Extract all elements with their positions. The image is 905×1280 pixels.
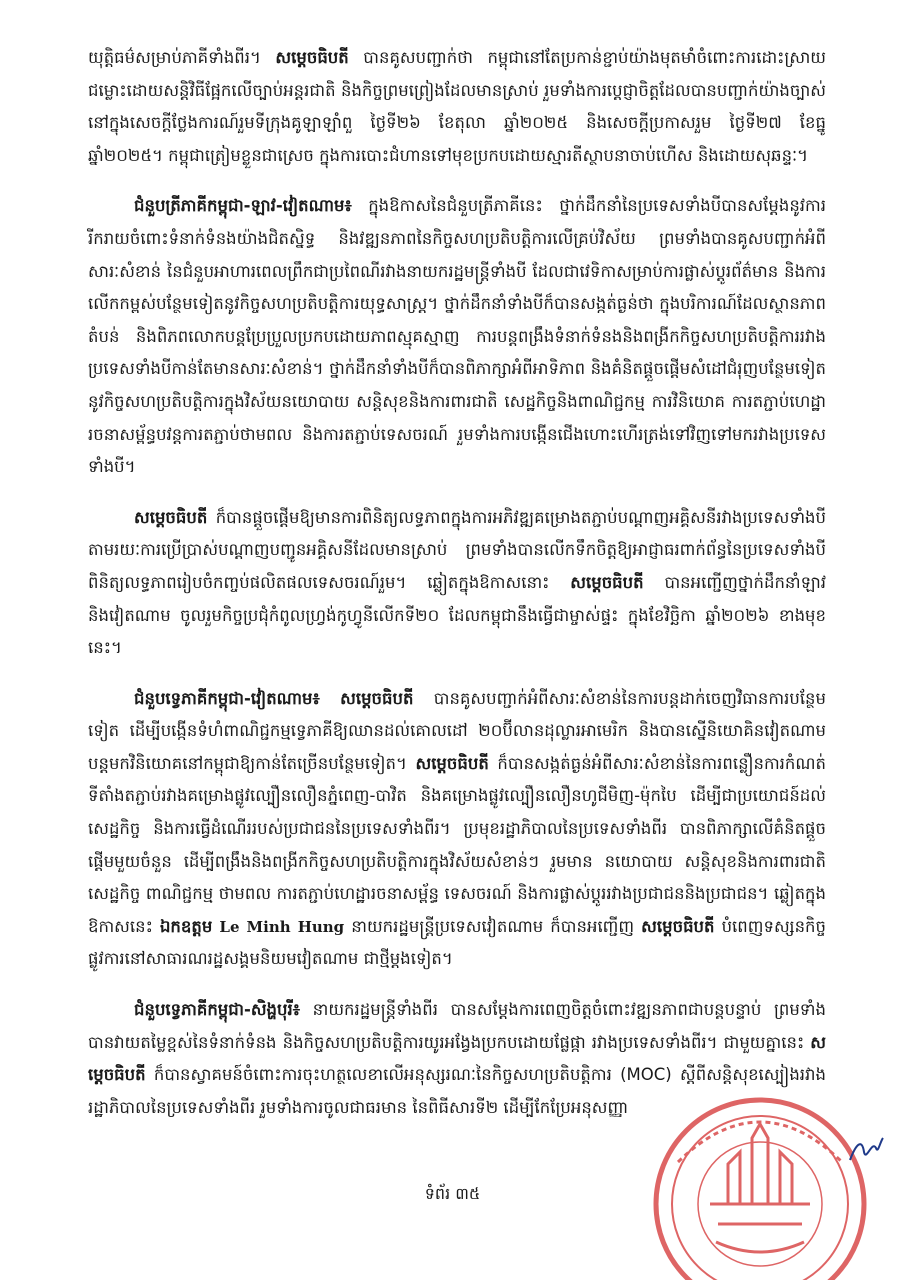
paragraph-bilateral-vietnam	[88, 683, 826, 976]
text-run: ក៏បានសង្កត់ធ្ងន់អំពីសារៈសំខាន់នៃការពន្លឿនការកំណត់ទីតាំងតភ្ជាប់រវាងគម្រោងផ្លូវល្បឿនលឿនភ្នំពេញ-បាវិត និងគម្រោងផ្លូវល្បឿនលឿនហូជីមិញ-ម៉ុកបៃ ដើម្បីជាប្រយោជន៍ដល់សេដ្ឋកិច្ច និងការធ្វើដំណើររបស់ប្រជាជននៃប្រទេសទាំងពីរ។ ប្រមុខរដ្ឋាភិបាលនៃប្រទេសទាំងពីរ បានពិភាក្សាលើគំនិតផ្តួចផ្តើមមួយចំនួន ដើម្បីពង្រឹងនិងពង្រីកកិច្ចសហប្រតិបត្តិការក្នុងវិស័យសំខាន់ៗ រួមមាន នយោបាយ សន្តិសុខនិងការពារជាតិ សេដ្ឋកិច្ច ពាណិជ្ជកម្ម ថាមពល ការតភ្ជាប់ហេដ្ឋារចនាសម្ព័ន្ធ ទេសចរណ៍ និងការផ្លាស់ប្តូររវាងប្រជាជននិងប្រជាជន។ ឆ្លៀតក្នុងឱកាសនេះ	[88, 753, 826, 936]
section-heading-trilateral: ជំនួបត្រីភាគីកម្ពុជា-ឡាវ-វៀតណាម៖	[134, 196, 352, 216]
text-run: បានគូសបញ្ជាក់ថា កម្ពុជានៅតែប្រកាន់ខ្ជាប់យ៉ាងមុតមាំចំពោះការដោះស្រាយជម្លោះដោយសន្តិវិធីផ្អែកលើច្បាប់អន្តរជាតិ និងកិច្ចព្រមព្រៀងដែលមានស្រាប់ រួមទាំងការប្តេជ្ញាចិត្តដែលបានបញ្ជាក់យ៉ាងច្បាស់នៅក្នុងសេចក្តីថ្លែងការណ៍រួមទីក្រុងគូឡាឡាំពួ ថ្ងៃទី២៦ ខែតុលា ឆ្នាំ២០២៥ និងសេចក្តីប្រកាសរួម ថ្ងៃទី២៧ ខែធ្នូ ឆ្នាំ២០២៥។ កម្ពុជាត្រៀមខ្លួនជាស្រេច ក្នុងការបោះជំហានទៅមុខប្រកបដោយស្មារតីស្ថាបនាចាប់ហើស និងដោយសុឆន្ទៈ។	[88, 48, 826, 165]
document-body	[88, 42, 826, 1142]
handwritten-signature	[846, 1134, 886, 1168]
paragraph-electricity-tourism	[88, 502, 826, 665]
paragraph-trilateral	[88, 190, 826, 483]
bold-title-samdech: សម្តេចធិបតី	[275, 48, 349, 67]
text-run: ក៏បានផ្តួចផ្តើមឱ្យមានការពិនិត្យលទ្ធភាពក្នុងការអភិវឌ្ឍគម្រោងតភ្ជាប់បណ្តាញអគ្គិសនីរវាងប្រទេសទាំងបី តាមរយៈការប្រើប្រាស់បណ្តាញបញ្ជូនអគ្គិសនីដែលមានស្រាប់ ព្រមទាំងបានលើកទឹកចិត្តឱ្យអាជ្ញាធរពាក់ព័ន្ធនៃប្រទេសទាំងបី ពិនិត្យលទ្ធភាពរៀបចំកញ្ចប់ផលិតផលទេសចរណ៍រួម។ ឆ្លៀតក្នុងឱកាសនោះ	[88, 507, 826, 592]
paragraph-justice	[88, 42, 826, 172]
text-run: បានអញ្ជើញថ្នាក់ដឹកនាំឡាវ និងវៀតណាម ចូលរួមកិច្ចប្រជុំកំពូលហ្វ្រង់កូហ្វូនីលើកទី២០ ដែលកម្ពុជានឹងធ្វើជាម្ចាស់ផ្ទះ ក្នុងខែវិច្ឆិកា ឆ្នាំ២០២៦ ខាងមុខនេះ។	[88, 572, 827, 658]
text-run	[320, 689, 340, 708]
bold-title-samdech: សម្តេចធិបតី	[134, 507, 208, 527]
text-run: បំពេញទស្សនកិច្ចផ្លូវការនៅសាធារណរដ្ឋសង្គមនិយមវៀតណាម ជាថ្មីម្តងទៀត។	[88, 916, 826, 969]
text-run: នាយករដ្ឋមន្ត្រីប្រទេសវៀតណាម ក៏បានអញ្ជើញ	[344, 916, 642, 936]
page-number: ទំព័រ ៣៥	[424, 1184, 481, 1203]
section-heading-bilateral-singapore: ជំនួបទ្វេភាគីកម្ពុជា-សិង្ហបុរី៖	[134, 1000, 300, 1020]
bold-title-samdech: សម្តេចធិបតី	[570, 572, 644, 592]
text-run: ក៏បានស្វាគមន៍ចំពោះការចុះហត្ថលេខាលើអនុស្សរណៈនៃកិច្ចសហប្រតិបត្តិការ (MOC) ស្តីពីសន្តិសុខស្បៀងរវាងរដ្ឋាភិបាលនៃប្រទេសទាំងពីរ រួមទាំងការចូលជាធរមាន នៃពិធីសារទី២ ដើម្បីកែប្រែអនុសញ្ញា	[88, 1065, 826, 1117]
text-run: បានគូសបញ្ជាក់អំពីសារៈសំខាន់នៃការបន្តដាក់ចេញវិធានការបន្ថែមទៀត ដើម្បីបង្កើនទំហំពាណិជ្ជកម្មទ្វេភាគីឱ្យឈានដល់គោលដៅ ២០ប៊ីលានដុល្លារអាមេរិក និងបានស្នើនិយោគិនវៀតណាមបន្តមកវិនិយោគនៅកម្ពុជាឱ្យកាន់តែច្រើនបន្ថែមទៀត។	[88, 688, 827, 773]
bold-title-samdech: សម្តេចធិបតី	[415, 753, 489, 773]
person-name-le-minh-hung: Le Minh Hung	[219, 917, 345, 936]
bold-title-samdech: សម្តេចធិបតី	[641, 916, 715, 936]
text-run: ក្នុងឱកាសនៃជំនួបត្រីភាគីនេះ ថ្នាក់ដឹកនាំនៃប្រទេសទាំងបីបានសម្តែងនូវការរីករាយចំពោះទំនាក់ទំនងយ៉ាងជិតស្និទ្ធ និងវឌ្ឍនភាពនៃកិច្ចសហប្រតិបត្តិការលើគ្រប់វិស័យ ព្រមទាំងបានគូសបញ្ជាក់អំពីសារៈសំខាន់ នៃជំនួបអាហារពេលព្រឹកជាប្រពៃណីរវាងនាយករដ្ឋមន្ត្រីទាំងបី ដែលជាវេទិកាសម្រាប់ការផ្លាស់ប្តូរព័ត៌មាន និងការលើកកម្ពស់បន្ថែមទៀតនូវកិច្ចសហប្រតិបត្តិការយុទ្ធសាស្ត្រ។ ថ្នាក់ដឹកនាំទាំងបីក៏បានសង្កត់ធ្ងន់ថា ក្នុងបរិការណ៍ដែលស្ថានភាពតំបន់ និងពិភពលោកបន្តប្រែប្រួលប្រកបដោយភាពស្មុគស្មាញ ការបន្តពង្រឹងទំនាក់ទំនងនិងពង្រីកកិច្ចសហប្រតិបត្តិការរវាងប្រទេសទាំងបីកាន់តែមានសារៈសំខាន់។ ថ្នាក់ដឹកនាំទាំងបីក៏បានពិភាក្សាអំពីអាទិភាព និងគំនិតផ្តួចផ្តើមសំដៅជំរុញបន្ថែមទៀតនូវកិច្ចសហប្រតិបត្តិការក្នុងវិស័យនយោបាយ សន្តិសុខនិងការពារជាតិ សេដ្ឋកិច្ចនិងពាណិជ្ជកម្ម ការវិនិយោគ ការតភ្ជាប់ហេដ្ឋារចនាសម្ព័ន្ធបវន្តការតភ្ជាប់ថាមពល និងការតភ្ជាប់ទេសចរណ៍ រួមទាំងការបង្កើនជើងហោះហើរត្រង់ទៅវិញទៅមករវាងប្រទេសទាំងបី។	[88, 196, 826, 477]
bold-title-excellency: ឯកឧត្តម	[159, 916, 213, 936]
section-heading-bilateral-vietnam: ជំនួបទ្វេភាគីកម្ពុជា-វៀតណាម៖	[134, 688, 320, 708]
text-run: យុត្តិធម៌សម្រាប់ភាគីទាំងពីរ។	[88, 48, 276, 67]
bold-title-samdech: សម្តេចធិបតី	[340, 688, 414, 708]
text-run: នាយករដ្ឋមន្ត្រីទាំងពីរ បានសម្តែងការពេញចិត្តចំពោះវឌ្ឍនភាពជាបន្តបន្ទាប់ ព្រមទាំងបានវាយតម្លៃខ្ពស់នៃទំនាក់ទំនង និងកិច្ចសហប្រតិបត្តិការយូរអង្វែងប្រកបដោយផ្លែផ្កា រវាងប្រទេសទាំងពីរ។ ជាមួយគ្នានេះ	[88, 1000, 826, 1052]
bold-title-samdech: សម្តេចធិបតី	[88, 1032, 826, 1085]
